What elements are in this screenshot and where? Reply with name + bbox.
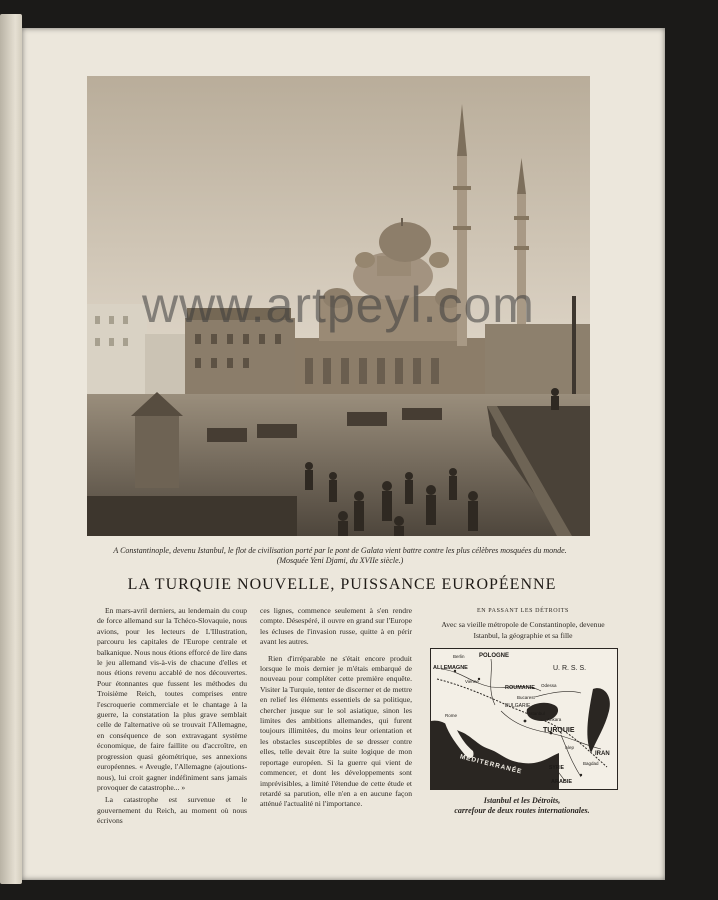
adjacent-page-edge — [0, 14, 22, 884]
map-istanbul-straits — [430, 648, 618, 790]
section-subhead: EN PASSANT LES DÉTROITS — [477, 608, 569, 614]
map-label-ankara: Ankara — [547, 717, 562, 722]
map-label-istanbul: Istanbul — [529, 711, 545, 716]
map-caption-line-1: Istanbul et les Détroits, — [483, 796, 561, 805]
article-column-3 — [428, 606, 618, 643]
magazine-page — [22, 28, 665, 880]
map-label-pologne: POLOGNE — [479, 653, 510, 659]
map-caption-line-2: carrefour de deux routes internationales. — [454, 806, 590, 815]
map-label-roumanie: ROUMANIE — [505, 685, 535, 691]
column-2-paragraph-2: Rien d'irréparable ne s'était encore produit lorsque le mois dernier je m'étais embarqué de nouveau pour compléter cette première enquête. Visiter la Turquie, tenter de discerner et de mettre en relief les éléments essentiels de sa politique, chercher jusque sur le sol asiatique, sinon les limites des ambitions allemandes, qui furent toujours illimitées, du moins leur orientation et les obstacles susceptibles de se dresser contre elles, telle devait être la suite logique de mon reportage européen. Si la guerre qui vient de commencer, et dont les développements sont imprévisibles, a limité l'étendue de cette étude et retardé sa parution, elle n'en a en aucune façon atténué l'actualité ni l'importance. — [260, 653, 412, 809]
map-label-vienne: Vienne — [465, 679, 479, 684]
photo-caption-line-1: A Constantinople, devenu Istanbul, le flot de civilisation porté par le pont de Galata vient battre contre les plus célèbres mosquées du monde. — [113, 546, 567, 555]
map-caption — [422, 796, 622, 816]
map-label-iran: IRAN — [595, 751, 610, 757]
article-headline: LA TURQUIE NOUVELLE, PUISSANCE EUROPÉENNE — [127, 576, 557, 593]
map-label-bucarest: Bucarest — [517, 695, 535, 700]
map-label-alep: Alep — [565, 745, 575, 750]
watermark-text: www.artpeyl.com — [142, 277, 535, 333]
map-label-arabie: ARABIE — [551, 779, 573, 785]
map-label-allemagne: ALLEMAGNE — [433, 665, 468, 671]
map-label-berlin: Berlin — [453, 654, 465, 659]
map-label-bulgarie: BULGARIE — [505, 703, 531, 709]
mosque-photograph — [87, 76, 590, 536]
map-label-odessa: Odessa — [541, 683, 557, 688]
column-3-intro: Avec sa vieille métropole de Constantinople, devenue Istanbul, la géographie et sa fille — [441, 620, 605, 640]
map-label-rome: Rome — [445, 713, 458, 718]
column-2-paragraph-1: ces lignes, commence seulement à s'en rendre compte. Désespéré, il ouvre en grand sur l'Europe les écluses de l'invasion russe, quitte à en périr avant les autres. — [260, 606, 412, 647]
column-1-paragraph-1: En mars-avril derniers, au lendemain du coup de force allemand sur la Tchéco-Slovaquie, nous avions, pour les lecteurs de L'Illustration, parcouru les capitales de l'Europe centrale et balkanique. Nous nous étions efforcé de lire dans le jeu allemand vis-à-vis de chacune d'elles et nous étions revenu accablé de nos découvertes. Pour étonnantes que fussent les méthodes du Troisième Reich, toutes comprises entre l'escroquerie commerciale et le chantage à la guerre, la constatation la plus grave semblait celle de l'alternative où se trouvait l'Allemagne, en conséquence de son extravagant système économique, de faire faillite ou d'accroître, en progression quasi géométrique, ses annexions européennes. « Aveugle, l'Allemagne (ajoutions-nous), lui croit gagner indéfiniment sans jamais provoquer de catastrophe... » — [97, 606, 247, 792]
map-label-bagdad: Bagdad — [583, 761, 599, 766]
map-label-urss: U. R. S. S. — [553, 665, 587, 672]
map-label-mediterranee: MÉDITERRANÉE — [459, 753, 523, 776]
column-1-paragraph-2: La catastrophe est survenue et le gouvernement du Reich, au moment où nous écrivons — [97, 795, 247, 826]
photo-caption — [84, 546, 596, 566]
article-column-1 — [97, 606, 247, 829]
photo-caption-line-2: (Mosquée Yeni Djami, du XVIIe siècle.) — [276, 556, 404, 565]
map-label-athenes: Athènes — [511, 741, 528, 746]
map-label-syrie: SYRIE — [549, 765, 565, 771]
map-label-turquie: TURQUIE — [543, 727, 575, 734]
article-column-2 — [260, 606, 412, 812]
